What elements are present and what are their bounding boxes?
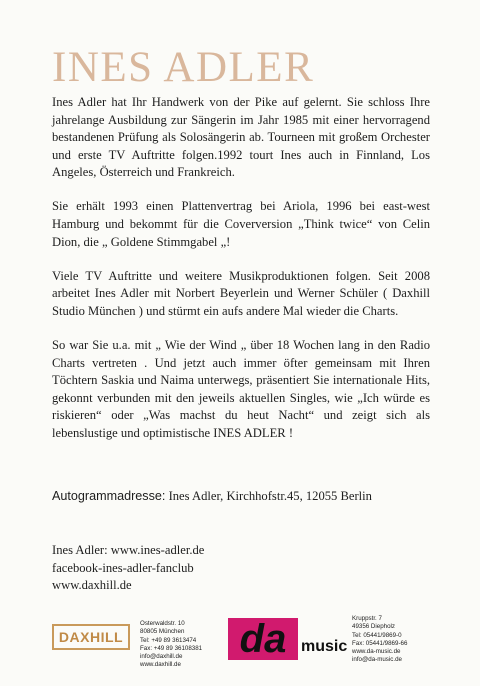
facebook-link[interactable]: facebook-ines-adler-fanclub (52, 560, 194, 575)
address-line: Fax: +49 89 36108381 (140, 644, 203, 652)
page-title: INES ADLER (52, 43, 315, 91)
address-line: info@daxhill.de (140, 653, 183, 661)
da-music-logo (228, 618, 346, 660)
biography (52, 94, 430, 459)
da-logo-word: music (301, 638, 348, 655)
paragraph: So war Sie u.a. mit „ Wie der Wind „ über 18 Wochen lang in den Radio Charts vertreten . Und jetzt auch immer öfter gemeinsam mit Ihren Töchtern Saskia und Naima unterwegs, präsentiert Sie internationale Hits, gekonnt verbunden mit den jeweils aktuellen Singles, wie „Ich würde es riskieren“ oder „Was machst du heut Nacht“ und zeigt sich als lebenslustige und optimistische INES ADLER ! (52, 338, 430, 440)
address-line: 49356 Diepholz (352, 623, 396, 631)
daxhill-logo: DAXHILL (52, 624, 130, 650)
paragraph: Viele TV Auftritte und weitere Musikproduktionen folgen. Seit 2008 arbeitet Ines Adler mit Norbert Beyerlein und Werner Schüler ( Daxhill Studio München ) und stürmt ein aufs andere Mal wieder die Charts. (52, 268, 430, 318)
autograph-value: Ines Adler, Kirchhofstr.45, 12055 Berlin (168, 489, 372, 503)
footer (0, 612, 480, 686)
address-line: 80805 München (140, 628, 185, 636)
address-line: Tel: 05441/9869-0 (352, 631, 402, 639)
paragraph: Sie erhält 1993 einen Plattenvertrag bei Ariola, 1996 bei east-west Hamburg und bekommt für die Coverversion „Think twice“ von Celin Dion, die „ Goldene Stimmgabel „! (52, 199, 430, 249)
da-music-address (352, 615, 407, 665)
autograph-address (52, 489, 372, 504)
address-line: Fax: 05441/9869-66 (352, 639, 408, 647)
address-line: Tel: +49 89 3613474 (140, 636, 197, 644)
autograph-label: Autogrammadresse: (52, 489, 166, 503)
daxhill-address (140, 620, 202, 670)
address-line: info@da-music.de (352, 656, 402, 664)
address-line: Kruppstr. 7 (352, 615, 382, 622)
paragraph: Ines Adler hat Ihr Handwerk von der Pike auf gelernt. Sie schloss Ihre jahrelange Ausbildung zur Sängerin im Jahr 1985 mit einer hervorragend bestandenen Prüfung als Solosängerin ab. Tourneen mit großem Orchester und erste TV Auftritte folgen.1992 tourt Ines auch in Finnland, Los Angeles, Österreich und Frankreich. (52, 95, 430, 180)
address-line: www.daxhill.de (140, 661, 181, 669)
address-line: Osterwaldstr. 10 (140, 620, 185, 627)
address-line: www.da-music.de (352, 648, 401, 656)
da-logo-mark: da (228, 618, 298, 660)
contact-links (52, 542, 204, 595)
website-link[interactable]: Ines Adler: www.ines-adler.de (52, 543, 205, 557)
daxhill-link[interactable]: www.daxhill.de (52, 578, 132, 593)
